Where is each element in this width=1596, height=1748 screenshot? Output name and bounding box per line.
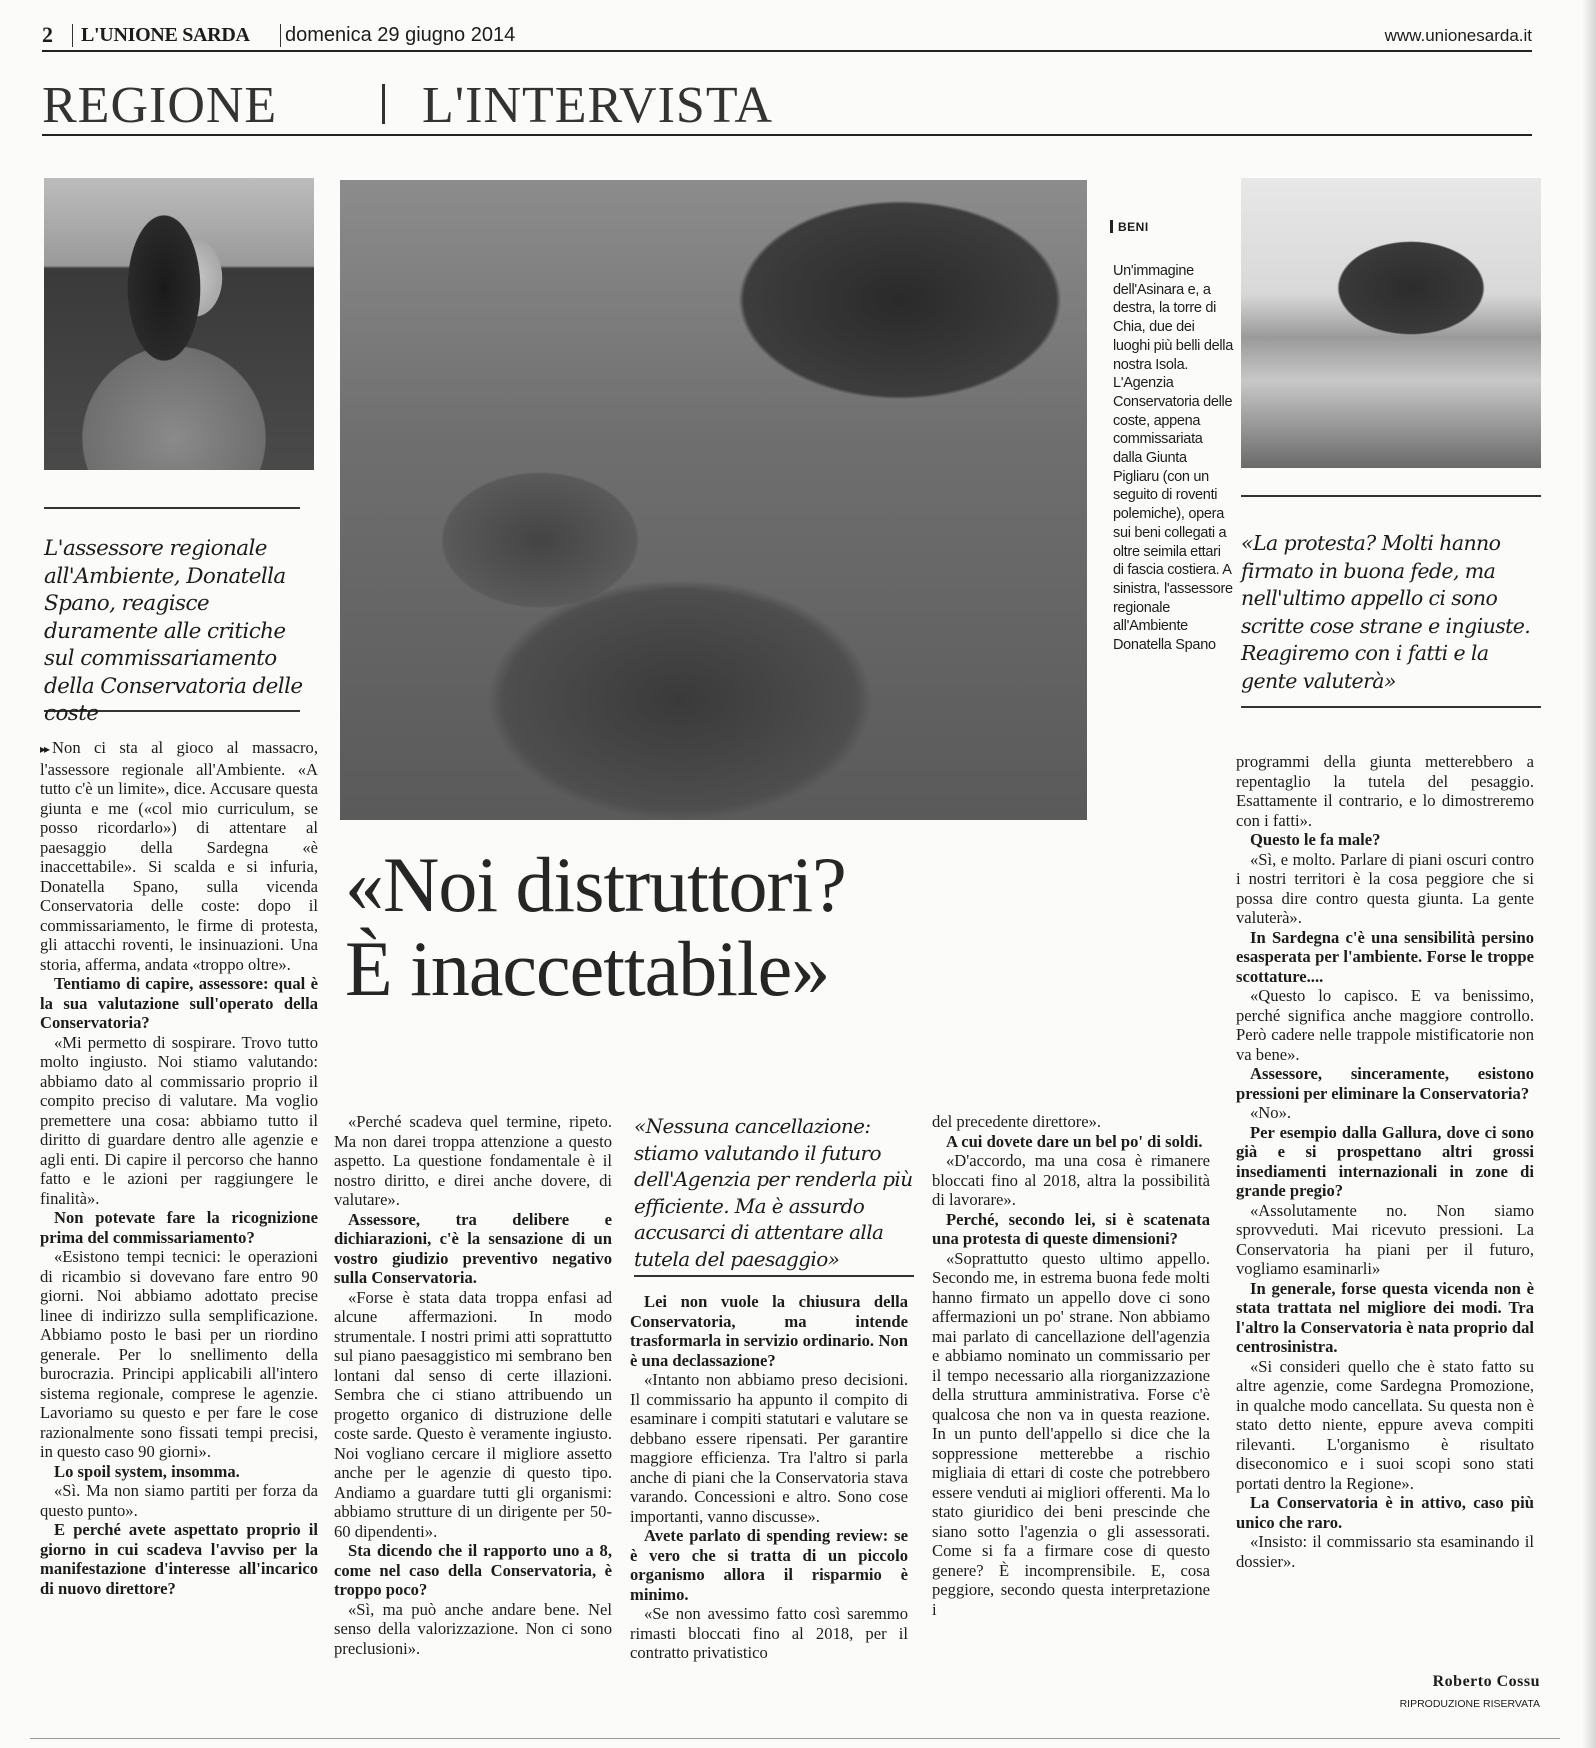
interview-question: Per esempio dalla Gallura, dove ci sono già e si prospettano altri grossi insediamenti internazionali in zone di grande pregio?: [1236, 1122, 1534, 1200]
interview-question: Non potevate fare la ricognizione prima del commissariamento?: [40, 1208, 318, 1247]
divider: [1241, 706, 1541, 708]
interview-answer: programmi della giunta metterebbero a repentaglio la tutela del pesaggio. Esattamente il contrario, e lo dimostreremo con i fatti».: [1236, 752, 1534, 830]
masthead: [42, 18, 1532, 52]
interview-question: E perché avete aspettato proprio il giorno in cui scadeva l'avviso per la manifestazione d'interesse all'incarico di nuovo direttore?: [40, 1520, 318, 1598]
interview-question: Assessore, sinceramente, esistono pressioni per eliminare la Conservatoria?: [1236, 1064, 1534, 1103]
aerial-coast-photo: [340, 180, 1087, 820]
interview-answer: «Questo lo capisco. E va benissimo, perché significa anche maggiore controllo. Però cadere nelle trappole mistificatorie non va bene».: [1236, 986, 1534, 1064]
interview-answer: «Assolutamente no. Non siamo sprovveduti. Mai ricevuto pressioni. La Conservatoria ha piani per il futuro, vogliamo esaminarli»: [1236, 1200, 1534, 1278]
publication-name: L'UNIONE SARDA: [72, 24, 250, 47]
pull-quote: «Nessuna cancellazione: stiamo valutando il futuro dell'Agenzia per renderla più efficiente. Ma è assurdo accusarci di attentare alla tutela del paesaggio»: [634, 1114, 913, 1271]
interview-answer: «Sì, e molto. Parlare di piani oscuri contro i nostri territori è la cosa peggiore che si possa dire contro questa giunta. La gente valuterà».: [1236, 849, 1534, 927]
article-column-3: [630, 1292, 908, 1663]
headline-line-1: «Noi distruttori?: [345, 841, 846, 928]
divider: [634, 1275, 914, 1277]
photo-caption: Un'immagine dell'Asinara e, a destra, la torre di Chia, due dei luoghi più belli della nostra Isola. L'Agenzia Conservatoria delle coste, appena commissariata dalla Giunta Pigliaru (con un seguito di roventi polemiche), opera sui beni collegati a oltre seimila ettari di fascia costiera. A sinistra, l'assessore regionale all'Ambiente Donatella Spano: [1113, 263, 1233, 654]
interview-answer: «Soprattutto questo ultimo appello. Secondo me, in estrema buona fede molti hanno firmato un appello dove ci sono affermazioni un po' strane. Non abbiamo mai parlato di cancellazione dell'agenzia e abbiamo nominato un commissario per il tempo necessario alla riorganizzazione della struttura amministrativa. Forse c'è qualcosa che non va in questa reazione. In un punto dell'appello si dice che la soppressione metterebbe a rischio migliaia di ettari di coste che potrebbero essere venduti ai migliori offerenti. Ma lo stato giuridico dei beni prescinde che siano sotto l'agenzia o gli assessorati. Come si fa a firmare cose di questo genere? È incomprensibile. E, cosa peggiore, secondo questa interpretazione i: [932, 1248, 1210, 1619]
interview-answer: «No».: [1250, 1103, 1292, 1122]
interview-answer: «Insisto: il commissario sta esaminando il dossier».: [1236, 1532, 1534, 1571]
headline-line-2: È inaccettabile»: [345, 925, 830, 1012]
caption-label: BENI: [1110, 220, 1149, 234]
interview-question: Questo le fa male?: [1250, 830, 1381, 849]
interview-answer: «Perché scadeva quel termine, ripeto. Ma non darei troppa attenzione a questo aspetto. La questione fondamentale è il nostro diritto, e direi anche dovere, di valutare».: [334, 1112, 612, 1209]
interview-answer: «Si consideri quello che è stato fatto su altre agenzie, come Sardegna Promozione, in qualche modo cancellata. Su questa non è stato detto niente, eppure aveva compiti rilevanti. L'organismo è risultato diseconomico e i suoi scopi sono stati portati dentro la Regione».: [1236, 1356, 1534, 1493]
interview-question: La Conservatoria è in attivo, caso più unico che raro.: [1236, 1493, 1534, 1532]
article-column-4: [932, 1112, 1210, 1619]
interview-answer: «Se non avessimo fatto così saremmo rimasti bloccati fino al 2018, per il contratto privatistico: [630, 1604, 908, 1662]
divider: [44, 507, 300, 509]
interview-answer: «Sì, ma può anche andare bene. Nel senso della valorizzazione. Non ci sono preclusioni».: [334, 1599, 612, 1658]
portrait-photo: [44, 178, 314, 470]
headline: [345, 843, 1225, 1011]
interview-question: Assessore, tra delibere e dichiarazioni, c'è la sensazione di un vostro giudizio preventivo negativo sulla Conservatoria.: [334, 1209, 612, 1287]
page-bottom-rule: [30, 1738, 1560, 1739]
interview-question: Lo spoil system, insomma.: [54, 1461, 240, 1481]
interview-question: In Sardegna c'è una sensibilità persino esasperata per l'ambiente. Forse le troppe scottature....: [1236, 927, 1534, 986]
article-column-2: [334, 1112, 612, 1658]
standfirst: L'assessore regionale all'Ambiente, Donatella Spano, reagisce duramente alle critiche sul commissariamento della Conservatoria delle coste: [44, 536, 303, 726]
section-header: [42, 72, 1532, 136]
interview-answer: «Forse è stata data troppa enfasi ad alcune affermazioni. In modo strumentale. I nostri primi atti soprattutto sul piano paesaggistico mi sembrano ben lontani dal senso di certe illazioni. Sembra che ci stiano attribuendo un progetto organico di distruzione delle coste sarde. Questo è veramente ingiusto. Noi vogliano cercare il migliore assetto anche per le agenzie di questo tipo. Andiamo a guardare tutti gli organismi: abbiamo strutture di un dirigente per 50-60 dipendenti».: [334, 1287, 612, 1541]
interview-question: A cui dovete dare un bel po' di soldi.: [946, 1131, 1203, 1151]
article-column-5: [1236, 752, 1534, 1571]
publication-date: domenica 29 giugno 2014: [280, 24, 515, 47]
scan-edge: [1582, 0, 1596, 1748]
interview-question: Sta dicendo che il rapporto uno a 8, come nel caso della Conservatoria, è troppo poco?: [334, 1541, 612, 1599]
copyright-notice: RIPRODUZIONE RISERVATA: [1399, 1698, 1540, 1710]
section-subtitle: L'INTERVISTA: [422, 77, 773, 134]
website-link[interactable]: www.unionesarda.it: [1384, 26, 1532, 45]
interview-answer: «D'accordo, ma una cosa è rimanere bloccati fino al 2018, altra la possibilità di lavorare».: [932, 1151, 1210, 1209]
page-number: 2: [42, 22, 53, 47]
section-divider: [382, 84, 385, 124]
interview-answer: «Intanto non abbiamo preso decisioni. Il commissario ha appunto il compito di esaminare i compiti statutari e valutare se debbano essere ripensati. Per garantire maggiore efficienza. Tra l'altro si parla anche di piani che la Conservatoria stava varando. Concessioni e altro. Sono cose importanti, vanno discusse».: [630, 1370, 908, 1526]
interview-answer: «Esistono tempi tecnici: le operazioni di ricambio si dovevano fare entro 90 giorni. Noi abbiamo adottato precise linee di indirizzo sulla semplificazione. Abbiamo posto le basi per un riordino generale. Per lo snellimento della burocrazia. Principi applicabili all'intero sistema regionale, comprese le agenzie. Lavoriamo su questo e per fare le cose razionalmente sono fissati tempi precisi, in questo caso 90 giorni».: [40, 1247, 318, 1461]
interview-answer: del precedente direttore».: [932, 1112, 1102, 1131]
interview-question: In generale, forse questa vicenda non è stata trattata nel migliore dei modi. Tra l'altro la Conservatoria è nata proprio dal centrosinistra.: [1236, 1278, 1534, 1356]
interview-answer: «Mi permetto di sospirare. Trovo tutto molto ingiusto. Noi stiamo valutando: abbiamo dato al commissario proprio il compito preciso di valutare. Ma voglio premettere una cosa: abbiamo tutto il diritto di guardare dentro alle agenzie e agli enti. Di capire il percorso che hanno fatto e le azioni per raggiungere le finalità».: [40, 1032, 318, 1208]
interview-question: Tentiamo di capire, assessore: qual è la sua valutazione sull'operato della Conservatoria?: [40, 974, 318, 1032]
divider: [1241, 495, 1541, 497]
article-lead: ▸▸ Non ci sta al gioco al massacro, l'assessore regionale all'Ambiente. «A tutto c'è un limite», dice. Accusare questa giunta e me («col mio curriculum, se posso ricordarlo») di attentare al paesaggio della Sardegna «è inaccettabile». Si scalda e si infuria, Donatella Spano, sulla vicenda Conservatoria delle coste: dopo il commissariamento, le firme di protesta, gli attacchi roventi, le insinuazioni. Una storia, afferma, andata «troppo oltre».: [40, 738, 318, 974]
pull-quote: «La protesta? Molti hanno firmato in buona fede, ma nell'ultimo appello ci sono scritte cose strane e ingiuste. Reagiremo con i fatti e la gente valuterà»: [1241, 531, 1531, 693]
byline: Roberto Cossu: [1432, 1673, 1540, 1690]
interview-answer: «Sì. Ma non siamo partiti per forza da questo punto».: [40, 1481, 318, 1520]
interview-question: Avete parlato di spending review: se è vero che si tratta di un piccolo organismo allora il risparmio è minimo.: [630, 1526, 908, 1604]
article-column-1: [40, 738, 318, 1598]
interview-question: Perché, secondo lei, si è scatenata una protesta di queste dimensioni?: [932, 1209, 1210, 1248]
interview-question: Lei non vuole la chiusura della Conservatoria, ma intende trasformarla in servizio ordinario. Non è una declassazione?: [630, 1292, 908, 1370]
lead-marker-icon: ▸▸: [40, 742, 49, 756]
section-name: REGIONE: [42, 77, 278, 134]
tower-photo: [1241, 178, 1541, 468]
